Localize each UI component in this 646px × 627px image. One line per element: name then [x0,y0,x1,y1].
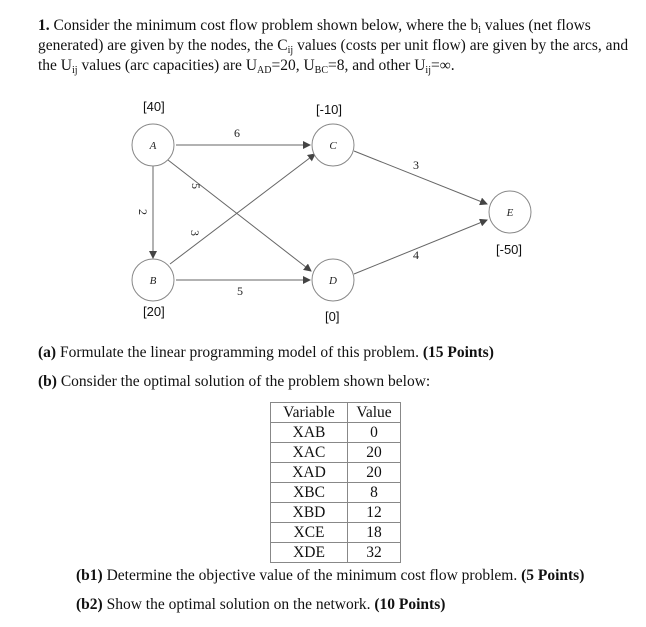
solution-table [270,402,401,563]
node-c-label: C [329,140,337,152]
node-a-label: A [149,140,157,152]
cost-c-e: 3 [413,158,419,172]
question-b2-text: Show the optimal solution on the network. [102,596,371,613]
arc-d-e [354,220,487,274]
variable-cell: XBC [271,483,348,503]
table-row [271,543,401,563]
question-a-label: (a) [38,344,57,361]
table-row [271,443,401,463]
table-row [271,423,401,443]
intro-text-5: =20, U [271,57,315,74]
supply-b: [20] [143,304,165,319]
cost-b-d: 5 [237,284,243,298]
supply-e: [-50] [496,242,523,257]
supply-a: [40] [143,99,165,114]
variable-cell: XDE [271,543,348,563]
question-b-label: (b) [38,373,57,390]
node-d-label: D [329,275,337,287]
table-row [271,483,401,503]
cost-a-b: 2 [136,209,150,215]
question-b-text: Consider the optimal solution of the problem shown below: [56,373,431,390]
arc-b-c [170,154,315,264]
value-cell: 12 [348,503,401,523]
value-cell: 8 [348,483,401,503]
intro-text-6: =8, and other U [328,57,426,74]
variable-cell: XAD [271,463,348,483]
header-variable: Variable [271,403,348,423]
cost-a-d: 3 [188,230,202,236]
variable-cell: XAB [271,423,348,443]
variable-cell: XCE [271,523,348,543]
table-row [271,463,401,483]
header-value: Value [348,403,401,423]
question-b1 [76,567,584,585]
question-b [38,373,430,391]
arc-c-e [354,151,487,204]
value-cell: 18 [348,523,401,543]
c-subscript: ij [287,45,294,56]
problem-number: 1. [38,17,50,34]
question-b2-label: (b2) [76,596,103,613]
question-b2-points: (10 Points) [370,596,446,613]
intro-text-7: =∞. [430,57,455,74]
table-header-row [271,403,401,423]
uad-subscript: AD [257,65,272,76]
question-b1-label: (b1) [76,567,103,584]
node-e-label: E [506,207,514,219]
intro-text-2: values (net flows generated) are given by the nodes, the C [38,17,591,54]
u-subscript: ij [72,65,78,76]
question-a-points: (15 Points) [418,344,494,361]
value-cell: 32 [348,543,401,563]
question-a [38,344,494,362]
intro-text-3: values (costs per unit flow) are given by the arcs, and the U [38,37,629,74]
question-b2 [76,596,445,614]
question-b1-text: Determine the objective value of the minimum cost flow problem. [102,567,518,584]
arc-a-d [168,160,311,271]
supply-d: [0] [325,309,340,324]
intro-text-1: Consider the minimum cost flow problem shown below, where the b [49,17,479,34]
variable-cell: XBD [271,503,348,523]
value-cell: 20 [348,443,401,463]
question-b1-points: (5 Points) [517,567,585,584]
table-row [271,523,401,543]
node-b-label: B [149,275,157,287]
question-a-text: Formulate the linear programming model of this problem. [56,344,419,361]
table-row [271,503,401,523]
uij-subscript: ij [425,65,431,76]
cost-a-c: 6 [234,126,240,140]
ubc-subscript: BC [314,65,328,76]
supply-c: [-10] [316,102,343,117]
cost-d-e: 4 [413,248,419,262]
variable-cell: XAC [271,443,348,463]
cost-b-c: 5 [189,183,203,189]
value-cell: 0 [348,423,401,443]
value-cell: 20 [348,463,401,483]
intro-text-4: values (arc capacities) are U [77,57,258,74]
b-subscript: i [478,25,482,36]
